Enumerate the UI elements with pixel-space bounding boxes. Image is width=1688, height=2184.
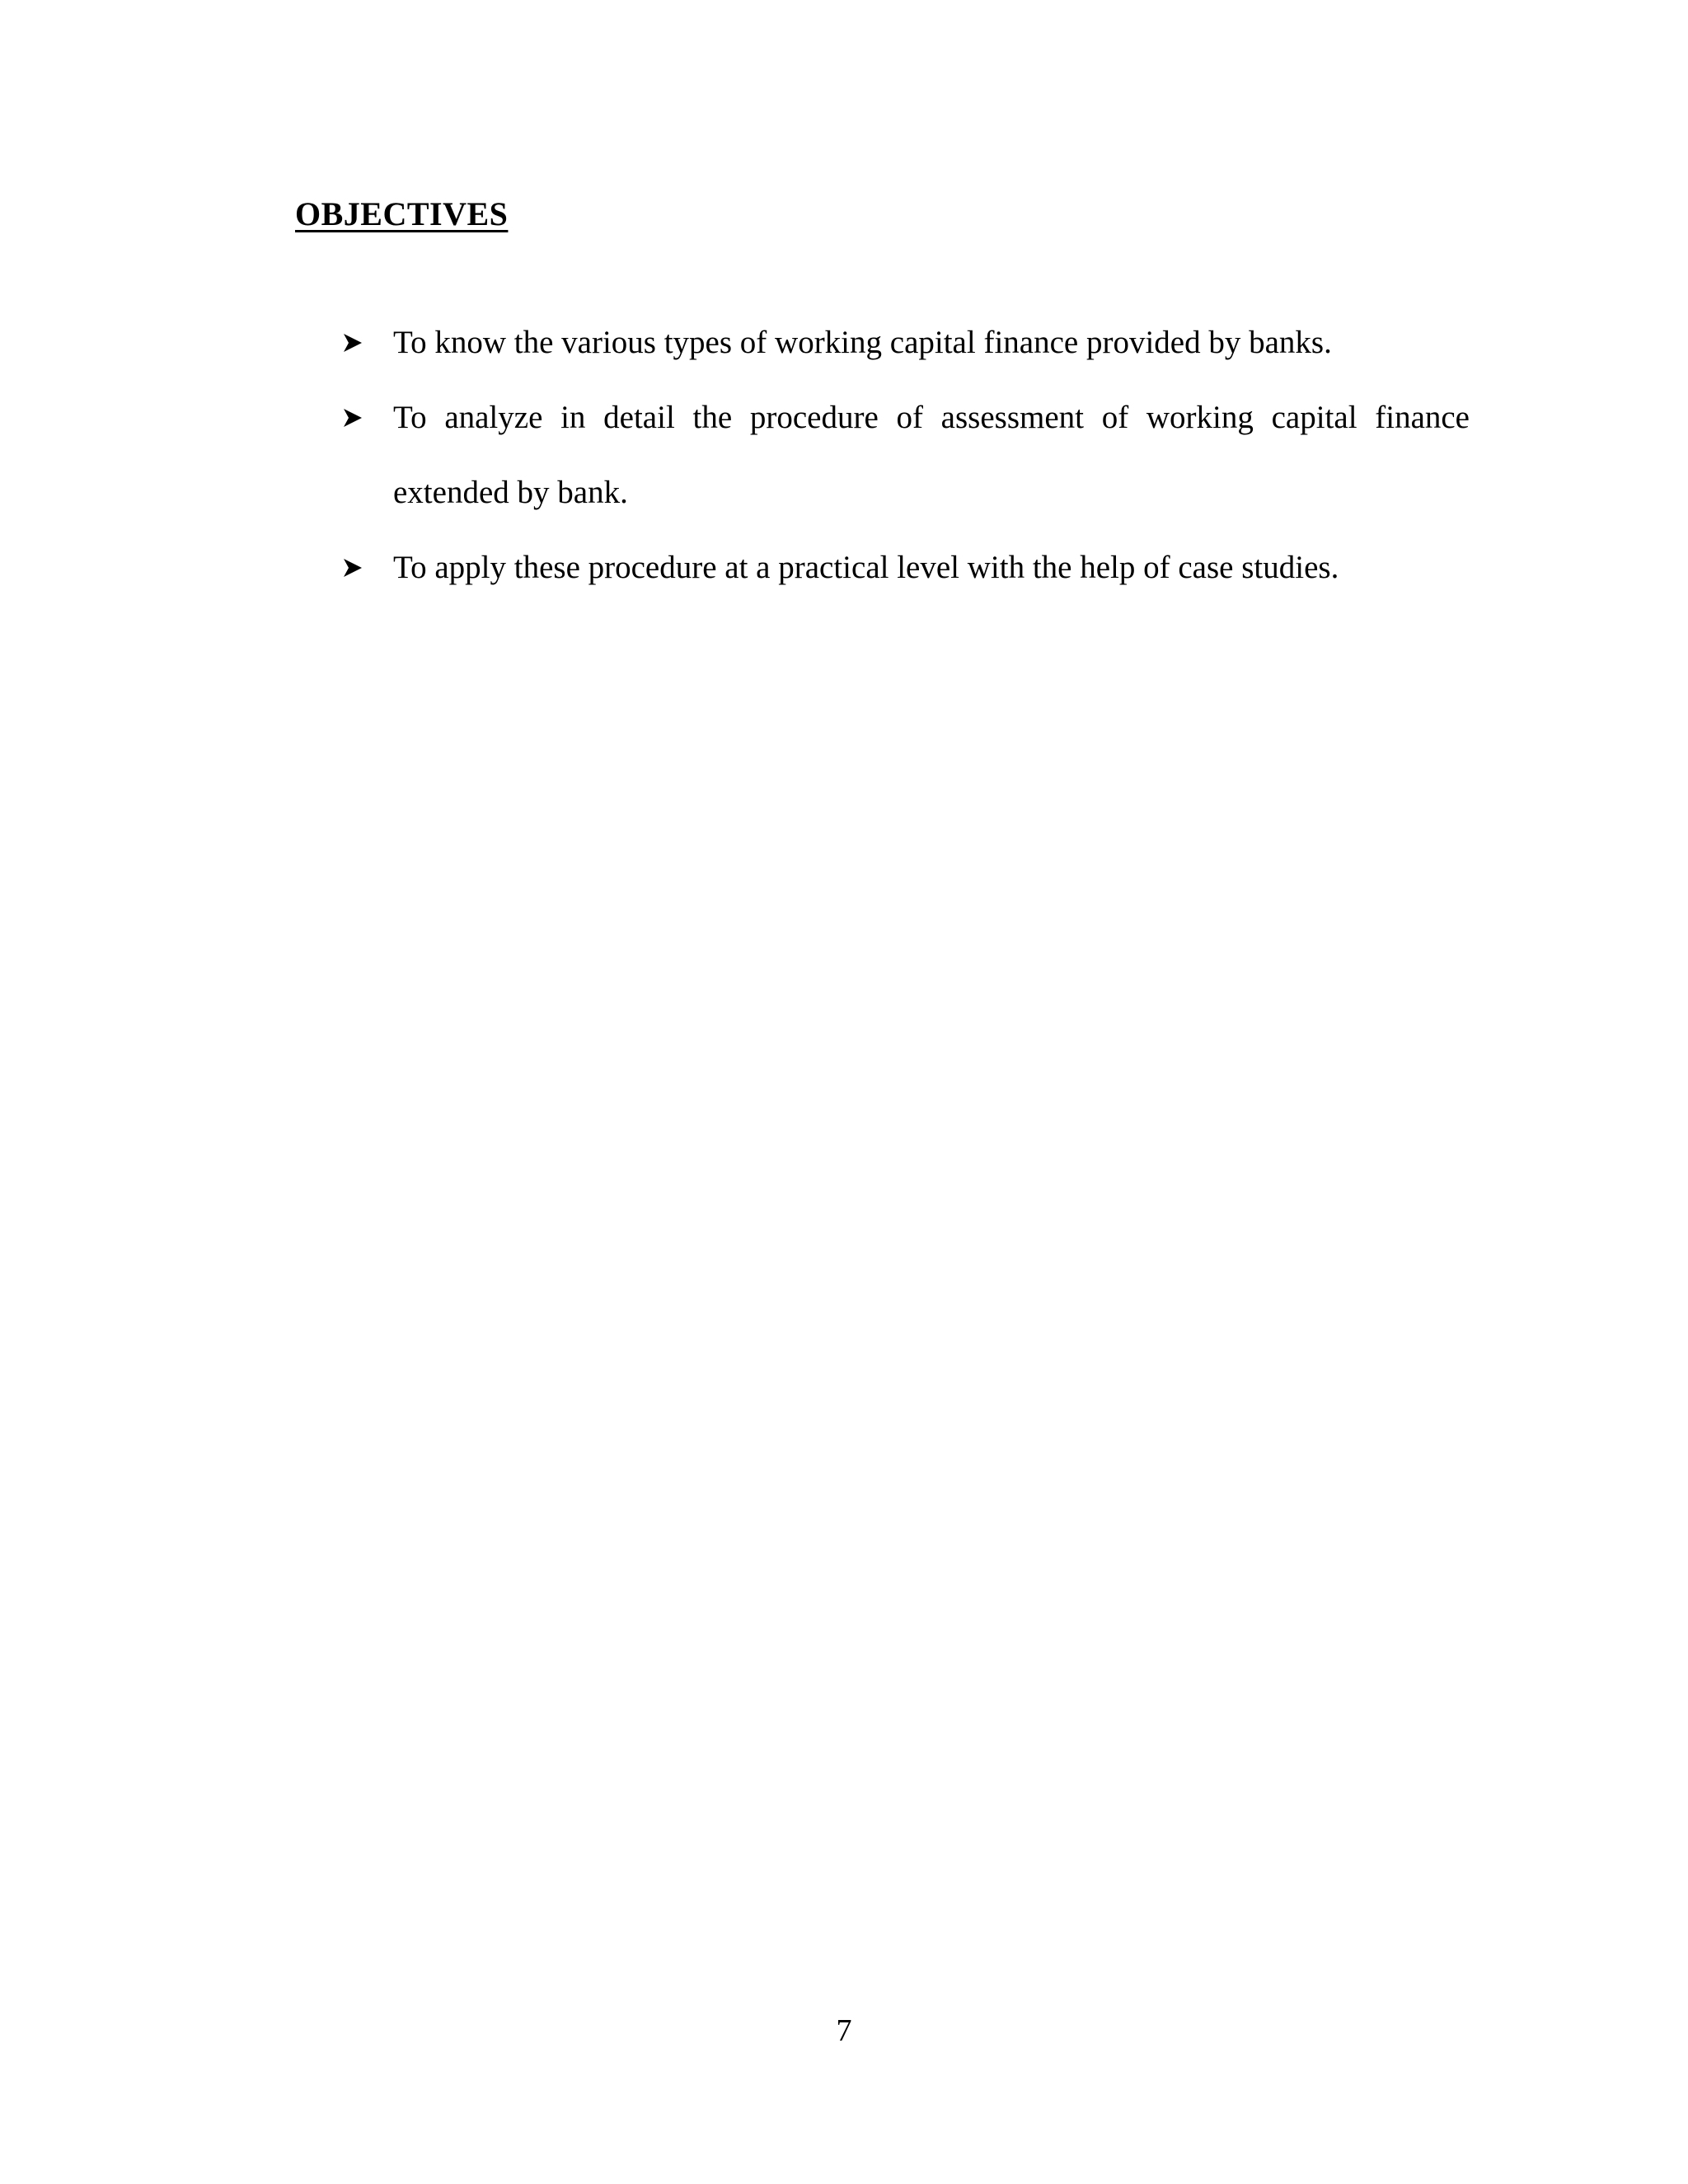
objective-text: To apply these procedure at a practical level with the help of case studies. xyxy=(393,550,1339,585)
arrowhead-bullet-icon xyxy=(342,530,367,605)
arrowhead-bullet-icon xyxy=(342,305,367,380)
page-number: 7 xyxy=(836,2013,852,2048)
objectives-list xyxy=(342,305,1470,605)
list-item xyxy=(342,305,1470,380)
section-heading: OBJECTIVES xyxy=(295,195,509,232)
list-item xyxy=(342,380,1470,530)
objective-text: To analyze in detail the procedure of assessment of working capital finance extended by bank. xyxy=(393,400,1470,510)
objective-text: To know the various types of working capital finance provided by banks. xyxy=(393,325,1332,360)
arrowhead-bullet-icon xyxy=(342,380,367,455)
list-item xyxy=(342,530,1470,605)
